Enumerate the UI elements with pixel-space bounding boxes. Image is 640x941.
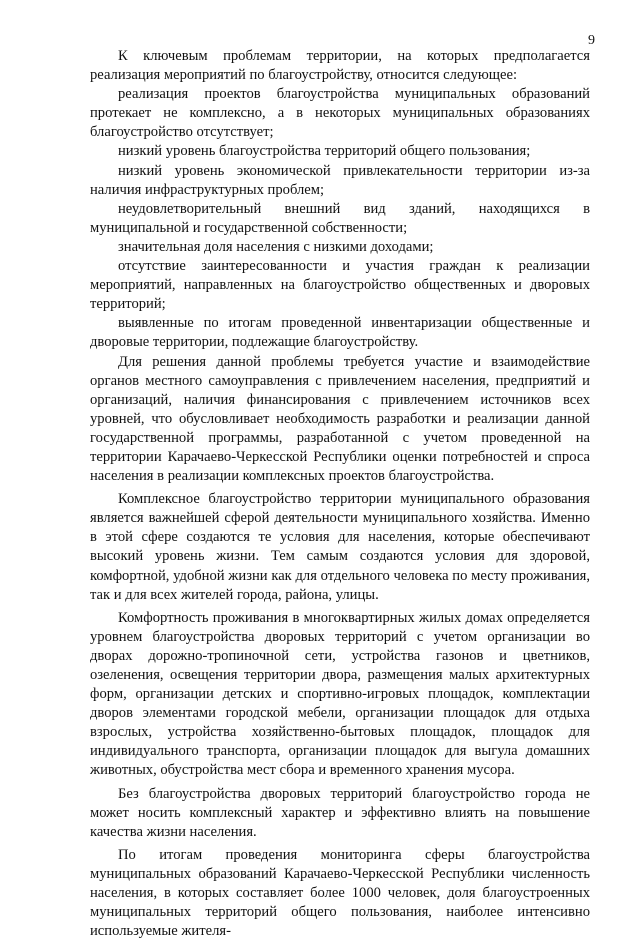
list-item-problem: выявленные по итогам проведенной инвентаризации общественные и дворовые территории, подлежащие благоустройству. xyxy=(90,315,590,351)
paragraph-solution: Для решения данной проблемы требуется участие и взаимодействие органов местного самоуправления с привлечением населения, предприятий и организаций, наличия финансирования с привлечением источников всех уровней, что обусловливает необходимость разработки и реализации данной государственной программы, разработанной с учетом проведенной на территории Карачаево-Черкесской Республики оценки потребностей и спроса населения в реализации комплексных проектов благоустройства. xyxy=(90,353,590,485)
list-item-problem: неудовлетворительный внешний вид зданий, находящихся в муниципальной и государственной собственности; xyxy=(90,200,590,236)
paragraph-monitoring: По итогам проведения мониторинга сферы благоустройства муниципальных образований Карачаево-Черкесской Республики численность населения, в которых составляет более 1000 человек, доля благоустроенных муниципальных территорий общего пользования, наиболее интенсивно используемые жителя- xyxy=(90,846,590,940)
list-item-problem: отсутствие заинтересованности и участия граждан к реализации мероприятий, направленных на благоустройство общественных и дворовых территорий; xyxy=(90,258,590,313)
paragraph-complex-improvement: Комплексное благоустройство территории муниципального образования является важнейшей сферой деятельности муниципального хозяйства. Именно в этой сфере создаются те условия для населения, которые обеспечивают высокий уровень жизни. Тем самым создаются условия для здоровой, комфортной, удобной жизни как для отдельного человека по месту проживания, так и для всех жителей города, района, улицы. xyxy=(90,491,590,603)
document-body xyxy=(90,47,590,941)
list-item-problem: низкий уровень благоустройства территорий общего пользования; xyxy=(118,143,531,160)
paragraph-intro: К ключевым проблемам территории, на которых предполагается реализация мероприятий по благоустройству, относится следующее: xyxy=(90,48,590,84)
list-item-problem: значительная доля населения с низкими доходами; xyxy=(118,238,434,255)
paragraph-without-improvement: Без благоустройства дворовых территорий благоустройство города не может носить комплексный характер и эффективно влиять на повышение качества жизни населения. xyxy=(90,785,590,840)
paragraph-comfort: Комфортность проживания в многоквартирных жилых домах определяется уровнем благоустройства дворовых территорий с учетом организации во дворах дорожно-тропиночной сети, устройства газонов и цветников, озеленения, освещения территории двора, размещения малых архитектурных форм, организации детских и спортивно-игровых площадок, комплектации дворов элементами городской мебели, организации площадок для отдыха взрослых, устройства хозяйственно-бытовых площадок, площадок для индивидуального транспорта, организации площадок для выгула домашних животных, обустройства мест сбора и временного хранения мусора. xyxy=(90,609,590,779)
page-number: 9 xyxy=(588,33,595,48)
list-item-problem: низкий уровень экономической привлекательности территории из-за наличия инфраструктурных проблем; xyxy=(90,162,590,198)
list-item-problem: реализация проектов благоустройства муниципальных образований протекает не комплексно, а в некоторых муниципальных образованиях благоустройство отсутствует; xyxy=(90,86,590,141)
